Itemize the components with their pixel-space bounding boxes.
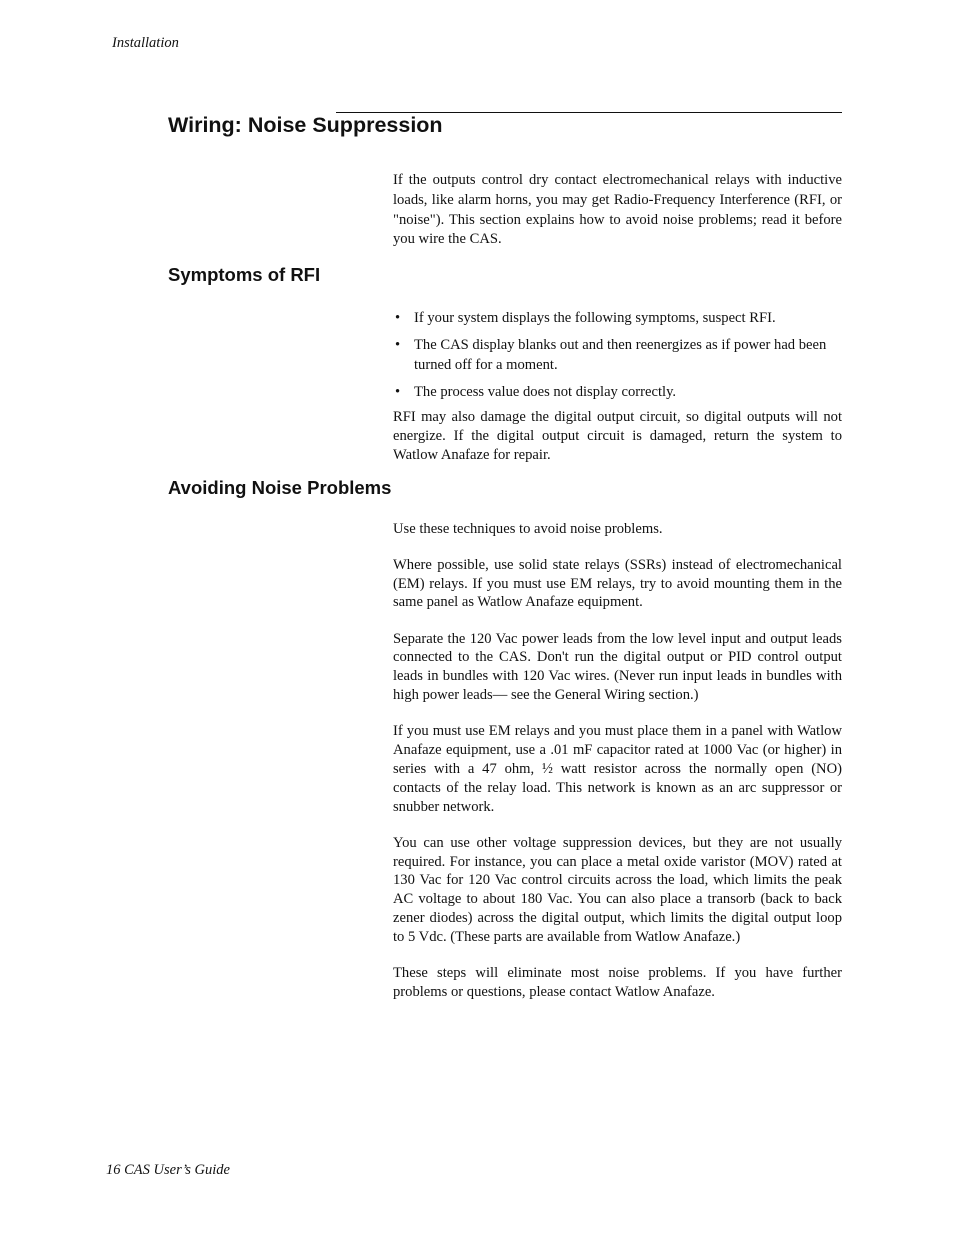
page-title: Wiring: Noise Suppression xyxy=(168,113,443,137)
avoiding-paragraph: You can use other voltage suppression devices, but they are not usually required. For instance, you can place a metal oxide varistor (MOV) rated at 130 Vac for 120 Vac control circuits across the load, which limits the peak AC voltage to about 180 Vac. You can also place a transorb (back to back zener diodes) across the digital output, which limits the digital output loop to 5 Vdc. (These parts are available from Watlow Anafaze.) xyxy=(393,834,842,945)
list-item-text: The process value does not display correctly. xyxy=(414,383,677,400)
list-item xyxy=(393,308,842,329)
avoiding-section xyxy=(393,520,842,1019)
avoiding-paragraph: If you must use EM relays and you must place them in a panel with Watlow Anafaze equipment, use a .01 mF capacitor rated at 1000 Vac (or higher) in series with a 47 ohm, ½ watt resistor across the normally open (NO) contacts of the relay load. This network is known as an arc suppressor or snubber network. xyxy=(393,723,842,815)
bullet-icon: • xyxy=(395,336,401,353)
avoiding-paragraph: These steps will eliminate most noise problems. If you have further problems or questions, please contact Watlow Anafaze. xyxy=(393,965,842,1000)
intro-paragraph: If the outputs control dry contact electromechanical relays with inductive loads, like alarm horns, you may get Radio-Frequency Interference (RFI, or "noise"). This section explains how to avoid noise problems; read it before you wire the CAS. xyxy=(393,172,842,248)
intro-section xyxy=(393,171,842,250)
bullet-icon: • xyxy=(395,310,401,326)
symptoms-heading: Symptoms of RFI xyxy=(168,264,321,285)
running-header: Installation xyxy=(112,35,179,51)
symptoms-list xyxy=(393,308,842,402)
avoiding-paragraph: Where possible, use solid state relays (SSRs) instead of electromechanical (EM) relays. If you must use EM relays, try to avoid mounting them in the same panel as Watlow Anafaze equipment. xyxy=(393,556,842,611)
list-item xyxy=(393,335,842,376)
symptoms-note: RFI may also damage the digital output circuit, so digital outputs will not energize. If the digital output circuit is damaged, return the system to Watlow Anafaze for repair. xyxy=(393,409,842,463)
list-item-text: The CAS display blanks out and then reenergizes as if power had been turned off for a moment. xyxy=(414,336,827,373)
bullet-icon: • xyxy=(395,383,401,400)
symptoms-section xyxy=(393,308,842,464)
avoiding-paragraph: Separate the 120 Vac power leads from the low level input and output leads connected to the CAS. Don't run the digital output or PID control output leads in bundles with 120 Vac wires. (Never run input leads in bundles with high power leads— see the General Wiring section.) xyxy=(393,630,842,704)
list-item-text: If your system displays the following symptoms, suspect RFI. xyxy=(414,310,776,326)
avoiding-heading: Avoiding Noise Problems xyxy=(168,477,392,498)
running-footer: 16 CAS User’s Guide xyxy=(106,1162,230,1178)
avoiding-paragraph: Use these techniques to avoid noise problems. xyxy=(393,521,663,537)
list-item xyxy=(393,382,842,403)
